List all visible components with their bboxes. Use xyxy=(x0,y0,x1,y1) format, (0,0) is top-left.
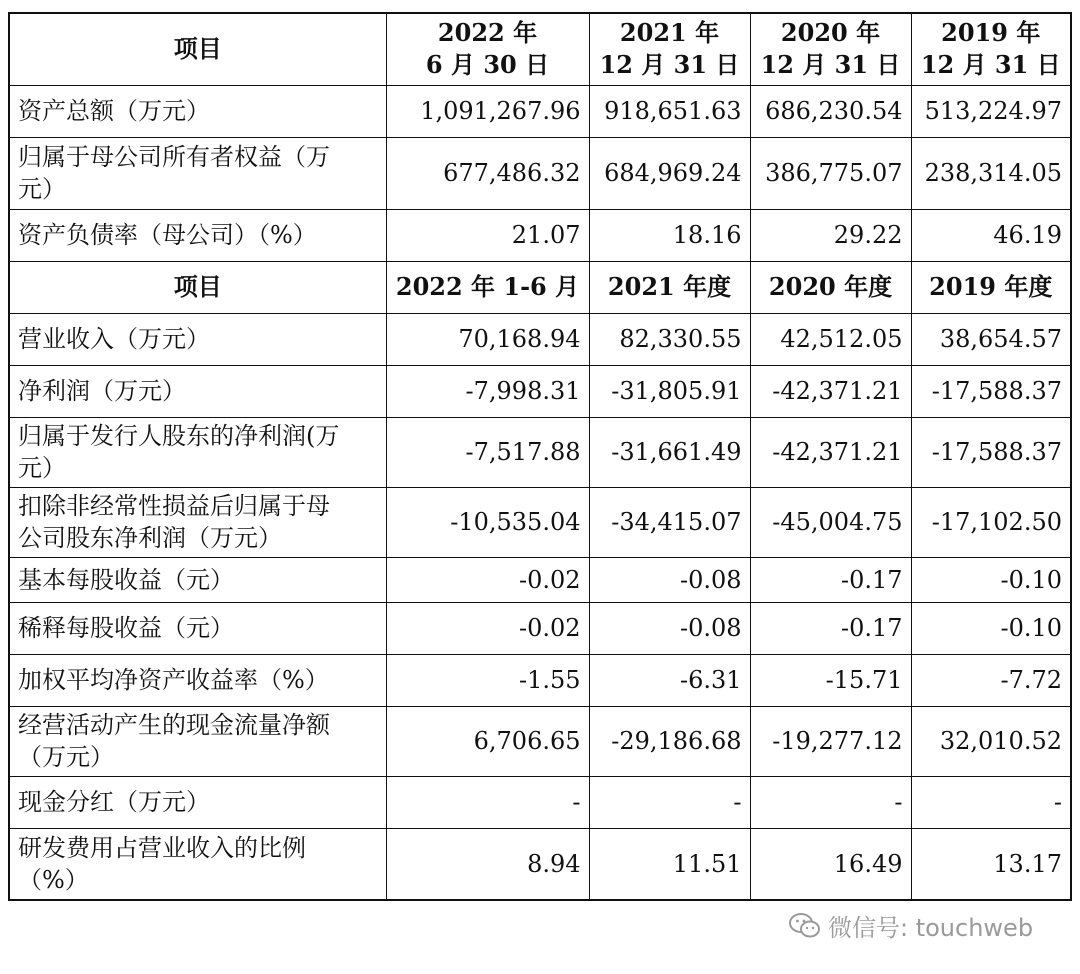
value-cell: -45,004.75 xyxy=(750,487,911,557)
value-cell: -0.17 xyxy=(750,602,911,654)
header-2020-12-31: 2020 年 12 月 31 日 xyxy=(750,13,911,85)
table-row xyxy=(9,85,1071,137)
value-cell: -31,661.49 xyxy=(589,417,750,487)
table-row xyxy=(9,776,1071,828)
table-row xyxy=(9,365,1071,417)
row-label: 净利润（万元） xyxy=(9,365,386,417)
value-cell: -0.02 xyxy=(386,602,589,654)
value-cell: -0.08 xyxy=(589,557,750,602)
header-item: 项目 xyxy=(9,261,386,313)
value-cell: - xyxy=(386,776,589,828)
table-row xyxy=(9,557,1071,602)
row-label: 加权平均净资产收益率（%） xyxy=(9,654,386,706)
value-cell: -7,517.88 xyxy=(386,417,589,487)
row-label: 归属于母公司所有者权益（万 元） xyxy=(9,137,386,209)
row-label: 经营活动产生的现金流量净额 （万元） xyxy=(9,706,386,776)
header-2021-12-31: 2021 年 12 月 31 日 xyxy=(589,13,750,85)
table-row xyxy=(9,417,1071,487)
table-row xyxy=(9,706,1071,776)
header-2021-fy: 2021 年度 xyxy=(589,261,750,313)
value-cell: -0.17 xyxy=(750,557,911,602)
value-cell: -19,277.12 xyxy=(750,706,911,776)
value-cell: -0.02 xyxy=(386,557,589,602)
value-cell: -7.72 xyxy=(911,654,1071,706)
row-label: 营业收入（万元） xyxy=(9,313,386,365)
value-cell: -15.71 xyxy=(750,654,911,706)
header-row-income xyxy=(9,261,1071,313)
table-row xyxy=(9,209,1071,261)
row-label: 资产总额（万元） xyxy=(9,85,386,137)
header-2020-fy: 2020 年度 xyxy=(750,261,911,313)
value-cell: -17,588.37 xyxy=(911,417,1071,487)
value-cell: 238,314.05 xyxy=(911,137,1071,209)
value-cell: - xyxy=(911,776,1071,828)
value-cell: 18.16 xyxy=(589,209,750,261)
watermark-text: 微信号: touchweb xyxy=(828,914,1034,942)
table-row xyxy=(9,487,1071,557)
value-cell: 82,330.55 xyxy=(589,313,750,365)
value-cell: -31,805.91 xyxy=(589,365,750,417)
value-cell: 6,706.65 xyxy=(386,706,589,776)
value-cell: -10,535.04 xyxy=(386,487,589,557)
row-label: 基本每股收益（元） xyxy=(9,557,386,602)
value-cell: 1,091,267.96 xyxy=(386,85,589,137)
value-cell: -1.55 xyxy=(386,654,589,706)
value-cell: 513,224.97 xyxy=(911,85,1071,137)
header-2019-12-31: 2019 年 12 月 31 日 xyxy=(911,13,1071,85)
value-cell: -6.31 xyxy=(589,654,750,706)
financial-table xyxy=(8,12,1072,901)
table-row xyxy=(9,313,1071,365)
value-cell: 8.94 xyxy=(386,828,589,900)
value-cell: -34,415.07 xyxy=(589,487,750,557)
value-cell: 684,969.24 xyxy=(589,137,750,209)
value-cell: - xyxy=(589,776,750,828)
value-cell: 918,651.63 xyxy=(589,85,750,137)
value-cell: 70,168.94 xyxy=(386,313,589,365)
value-cell: 686,230.54 xyxy=(750,85,911,137)
row-label: 归属于发行人股东的净利润(万 元） xyxy=(9,417,386,487)
value-cell: -7,998.31 xyxy=(386,365,589,417)
header-item: 项目 xyxy=(9,13,386,85)
value-cell: 13.17 xyxy=(911,828,1071,900)
value-cell: -42,371.21 xyxy=(750,365,911,417)
value-cell: -0.10 xyxy=(911,602,1071,654)
header-row-balance xyxy=(9,13,1071,85)
table-row xyxy=(9,828,1071,900)
watermark xyxy=(788,908,1033,943)
row-label: 资产负债率（母公司）（%） xyxy=(9,209,386,261)
value-cell: 11.51 xyxy=(589,828,750,900)
value-cell: 32,010.52 xyxy=(911,706,1071,776)
header-2022-h1: 2022 年 1-6 月 xyxy=(386,261,589,313)
value-cell: - xyxy=(750,776,911,828)
value-cell: 38,654.57 xyxy=(911,313,1071,365)
value-cell: -0.10 xyxy=(911,557,1071,602)
value-cell: 21.07 xyxy=(386,209,589,261)
value-cell: 46.19 xyxy=(911,209,1071,261)
value-cell: -0.08 xyxy=(589,602,750,654)
table-row xyxy=(9,654,1071,706)
value-cell: 386,775.07 xyxy=(750,137,911,209)
row-label: 扣除非经常性损益后归属于母 公司股东净利润（万元） xyxy=(9,487,386,557)
value-cell: 16.49 xyxy=(750,828,911,900)
value-cell: 677,486.32 xyxy=(386,137,589,209)
row-label: 稀释每股收益（元） xyxy=(9,602,386,654)
value-cell: 29.22 xyxy=(750,209,911,261)
value-cell: -29,186.68 xyxy=(589,706,750,776)
table-row xyxy=(9,137,1071,209)
header-2022-06-30: 2022 年 6 月 30 日 xyxy=(386,13,589,85)
table-row xyxy=(9,602,1071,654)
wechat-icon xyxy=(788,912,822,940)
row-label: 研发费用占营业收入的比例 （%） xyxy=(9,828,386,900)
row-label: 现金分红（万元） xyxy=(9,776,386,828)
value-cell: -42,371.21 xyxy=(750,417,911,487)
value-cell: -17,588.37 xyxy=(911,365,1071,417)
value-cell: 42,512.05 xyxy=(750,313,911,365)
value-cell: -17,102.50 xyxy=(911,487,1071,557)
header-2019-fy: 2019 年度 xyxy=(911,261,1071,313)
